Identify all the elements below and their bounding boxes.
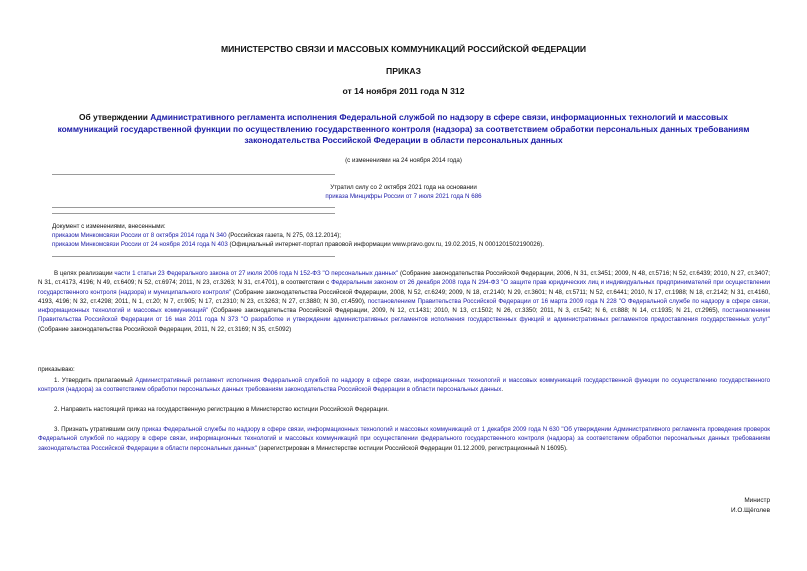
amendment-source: (Российская газета, N 275, 03.12.2014); [226,232,341,239]
order-item-1 [38,376,770,395]
order-item-2 [38,405,770,414]
preamble-text: (Собрание законодательства Российской Федерации, 2009, N 12, ст.1431; 2010, N 13, ст.1502; N 26, ст.3350; 2011, N 3, ст.542; N 6, ст.888; N 14, ст.1935; N 21, ст.2965), [208,307,723,315]
resolution-228-link[interactable]: постановлением Правительства Российской Федерации от 16 марта 2009 года N 228 "О Федеральной службе по надзору в сфере связи, информационных технологий и массовых коммуникаций" [38,297,770,315]
divider [52,213,335,214]
preamble-paragraph [38,269,770,334]
ministry-name: МИНИСТЕРСТВО СВЯЗИ И МАССОВЫХ КОММУНИКАЦИЙ РОССИЙСКОЙ ФЕДЕРАЦИИ [220,44,587,54]
resolution-373-link[interactable]: постановлением Правительства Российской Федерации от 16 мая 2011 года N 373 "О разработке и утверждении административных регламентов исполнения государственных функций и административных регламентов предоставления государственных услуг" [38,307,771,324]
changes-note: (с изменениями на 24 ноября 2014 года) [345,157,462,164]
regulation-link[interactable]: Административный регламент исполнения Федеральной службой по надзору в сфере связи, информационных технологий и массовых коммуникаций государственной функции по осуществлению государственного контроля (надзора) за соответствием обработки персональных данных требованиям законодательства Российской Федерации в области персональных данных [38,377,771,394]
amendments-intro: Документ с изменениями, внесенными: [52,223,166,230]
divider [52,256,335,257]
amendment-source: (Официальный интернет-портал правовой информации www.pravo.gov.ru, 19.02.2015, N 0001201502190026). [227,241,544,248]
preamble-text: (Собрание законодательства Российской Федерации, 2008, N 52, ст.6249; 2009, N 18, ст.2140; N 29, ст.3601; N 48, ст.5711; N 52, ст.6441; 2010, N 17, ст.1988; N 18, ст.2142; N 31, ст.4160, 4193, 4196; N 32, ст.4298; 2011, N 1, ст.20; N 7, ст.905; N 17, ст.2310; N 23, ст.3263; N 27, ст.3880; N 30, ст.4590), [38,288,770,305]
order-630-link[interactable]: приказ Федеральной службы по надзору в сфере связи, информационных технологий и массовых коммуникаций от 1 декабря 2009 года N 630 "Об утверждении Административного регламента проведения проверок Федеральной службой по надзору в сфере связи, информационных технологий и массовых коммуникаций при осуществлении федерального государственного контроля (надзора) за соответствием обработки персональных данных требованиям законодательства Российской Федерации в области персональных данных" [38,426,770,452]
item-text: . [501,386,504,394]
item-text: 2. Направить настоящий приказ на государственную регистрацию в Министерство юстиции Российской Федерации. [54,406,389,413]
title-prefix: Об утверждении [79,112,151,122]
document-date-number: от 14 ноября 2011 года N 312 [342,86,465,96]
title-regulation-link[interactable]: Административного регламента исполнения Федеральной службой по надзору в сфере связи, информационных технологий и массовых коммуникаций государственной функции по осуществлению государственного контроля (надзора) за соответствием обработки персональных данных требованиям законодательства Российской Федерации в области персональных данных [57,112,750,146]
amendment-link[interactable]: приказом Минкомсвязи России от 24 ноября 2014 года N 403 [52,241,228,248]
document-type: ПРИКАЗ [386,66,421,76]
signature-block [731,496,770,516]
item-text: 3. Признать утратившим силу [54,426,143,433]
preamble-text: (Собрание законодательства Российской Федерации, 2011, N 22, ст.3169; N 35, ст.5092) [38,325,292,333]
order-item-3 [38,425,770,453]
expired-order-link[interactable]: приказа Минцифры России от 7 июля 2021 года N 686 [325,193,482,200]
law-294-link[interactable]: Федеральным законом от 26 декабря 2008 года N 294-ФЗ "О защите прав юридических лиц и индивидуальных предпринимателей при осуществлении государственного контроля (надзора) и муниципального контроля" [38,279,770,296]
item-text: 1. Утвердить прилагаемый [54,377,136,384]
amendment-link[interactable]: приказом Минкомсвязи России от 8 октября 2014 года N 340 [52,232,227,239]
item-text: (зарегистрирован в Министерстве юстиции Российской Федерации 01.12.2009, регистрационный N 16095). [256,444,568,452]
preamble-text: В целях реализации [54,270,115,277]
expired-notice-text: Утратил силу со 2 октября 2021 года на основании [330,184,477,191]
preamble-text: (Собрание законодательства Российской Федерации, 2006, N 31, ст.3451; 2009, N 48, ст.5716; N 52, ст.6439; 2010, N 27, ст.3407; N 31, ст.4173, 4196; N 49, ст.6409; N 52, ст.6974; 2011, N 23, ст.3263; N 31, ст.4701), в соответствии с [38,270,770,287]
amendment-item [52,240,752,249]
divider [52,174,335,175]
divider [52,207,335,208]
amendment-item [52,231,752,240]
expired-notice [240,183,567,201]
signatory-position: Министр [744,497,770,504]
amendments-block [52,222,752,249]
law-152-link[interactable]: части 1 статьи 23 Федерального закона от 27 июля 2006 года N 152-ФЗ "О персональных данных" [114,270,399,277]
document-title [52,112,755,147]
signatory-name: И.О.Щёголев [731,507,770,514]
orders-label: приказываю: [38,366,75,373]
